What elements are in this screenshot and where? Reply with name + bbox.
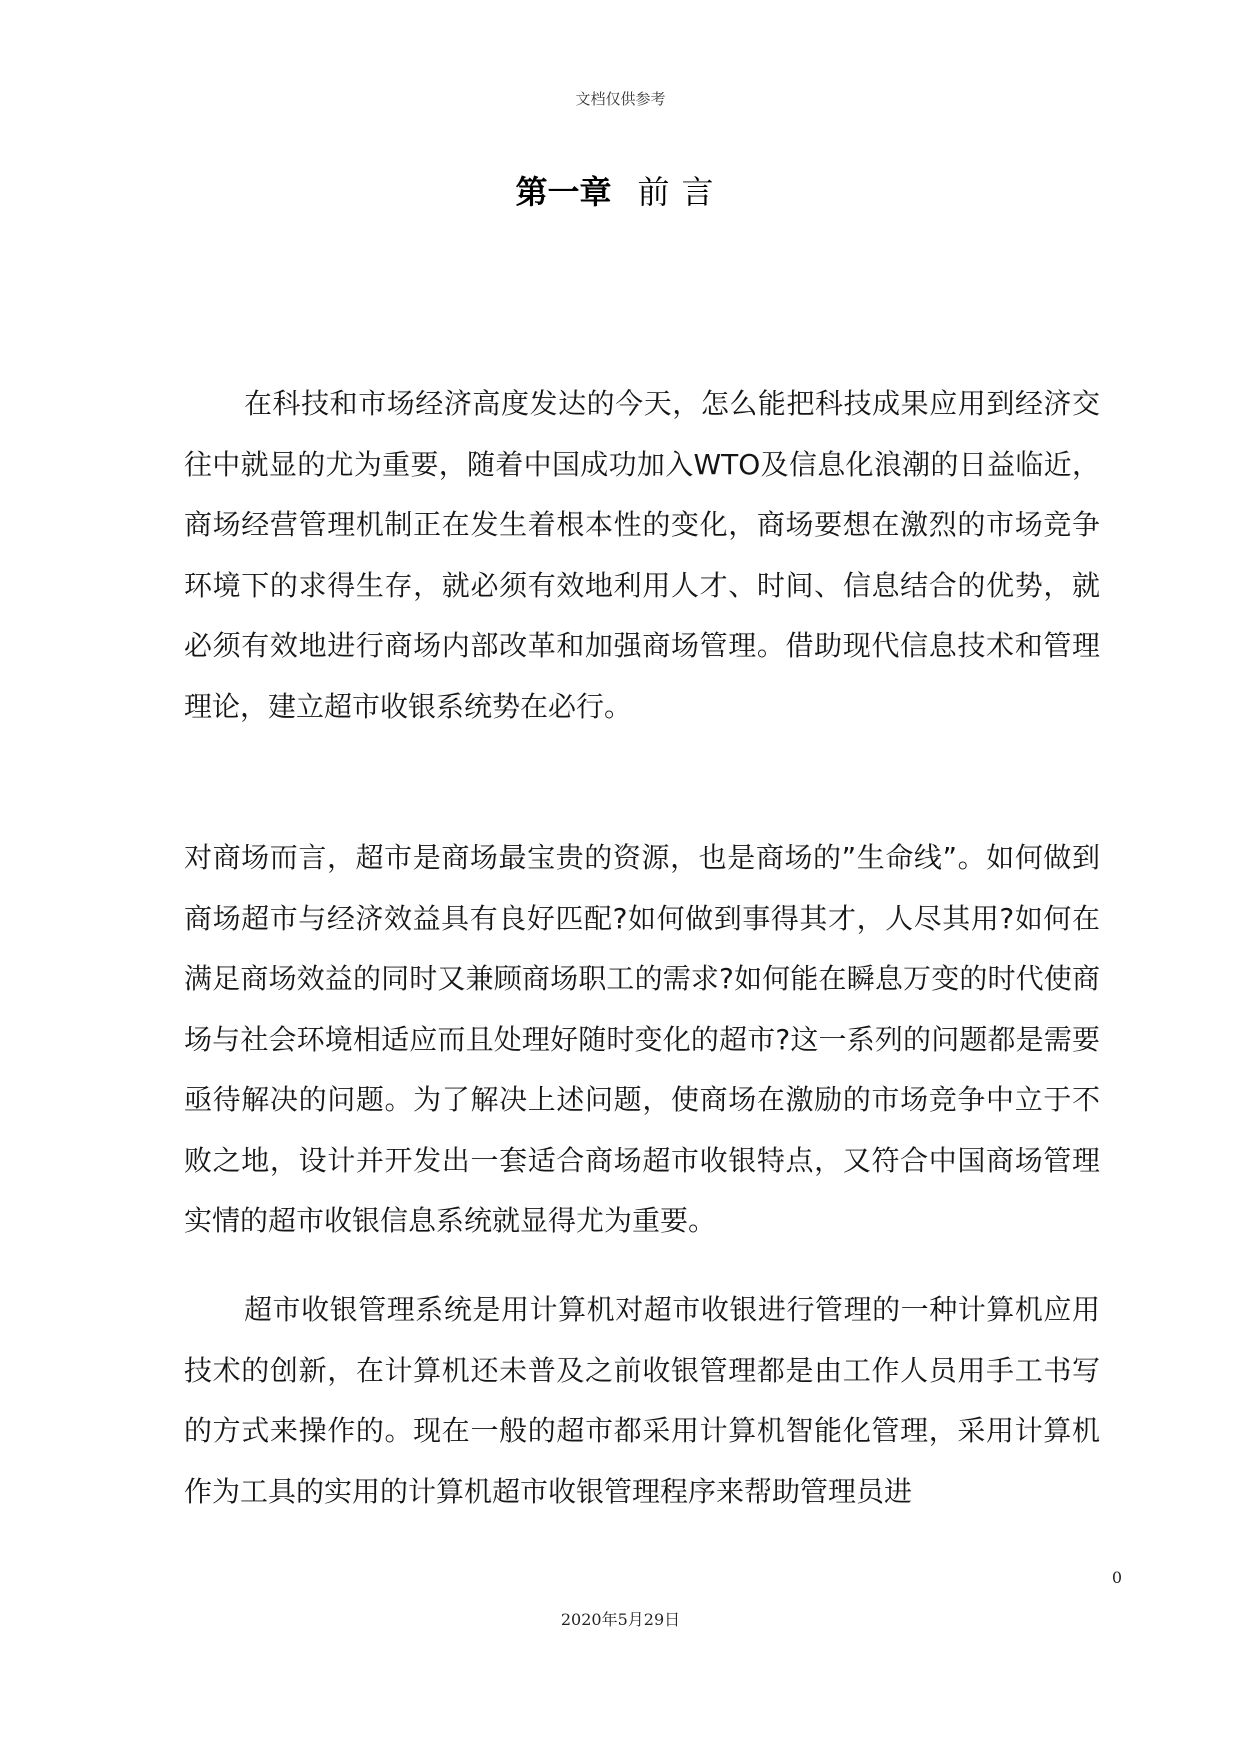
footer-date: 2020年5月29日 bbox=[560, 1610, 681, 1629]
paragraph-1: 在科技和市场经济高度发达的今天，怎么能把科技成果应用到经济交往中就显的尤为重要，随着中国成功加入WTO及信息化浪潮的日益临近，商场经营管理机制正在发生着根本性的变化，商场要想在激烈的市场竞争环境下的求得生存，就必须有效地利用人才、时间、信息结合的优势，就必须有效地进行商场内部改革和加强商场管理。借助现代信息技术和管理理论，建立超市收银系统势在必行。 bbox=[184, 387, 1100, 723]
header-note: 文档仅供参考 bbox=[575, 90, 666, 108]
paragraph-2: 对商场而言，超市是商场最宝贵的资源，也是商场的”生命线”。如何做到商场超市与经济效益具有良好匹配?如何做到事得其才，人尽其用?如何在满足商场效益的同时又兼顾商场职工的需求?如何能在瞬息万变的时代使商场与社会环境相适应而且处理好随时变化的超市?这一系列的问题都是需要亟待解决的问题。为了解决上述问题，使商场在激励的市场竞争中立于不败之地，设计并开发出一套适合商场超市收银特点，又符合中国商场管理实情的超市收银信息系统就显得尤为重要。 bbox=[184, 841, 1100, 1237]
chapter-number: 第一章 bbox=[515, 173, 612, 211]
paragraph-3: 超市收银管理系统是用计算机对超市收银进行管理的一种计算机应用技术的创新，在计算机还未普及之前收银管理都是由工作人员用手工书写的方式来操作的。现在一般的超市都采用计算机智能化管理，采用计算机作为工具的实用的计算机超市收银管理程序来帮助管理员进 bbox=[184, 1293, 1100, 1508]
chapter-title bbox=[0, 172, 1241, 212]
page-number: 0 bbox=[1111, 1568, 1122, 1587]
chapter-name: 前言 bbox=[637, 173, 726, 211]
